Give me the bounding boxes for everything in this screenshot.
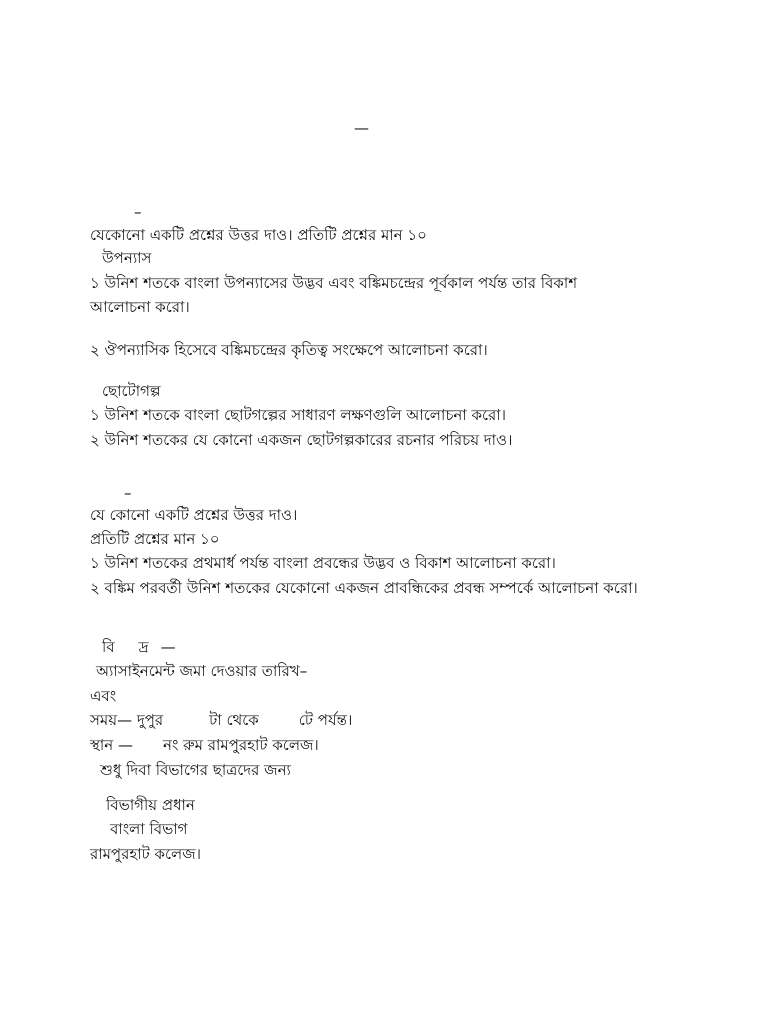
submission-place (90, 735, 319, 755)
group-title-short-story: ছোটোগল্প (102, 382, 161, 400)
signature-title: বিভাগীয় প্রধান (106, 796, 195, 814)
short-story-question-1: ১ উনিশ শতকে বাংলা ছোটগল্পের সাধারণ লক্ষণগুলি আলোচনা করো। (90, 406, 506, 424)
novel-question-1-line2: আলোচনা করো। (90, 298, 190, 316)
notice-heading (102, 637, 176, 657)
signature-college: রামপুরহাট কলেজ। (90, 845, 202, 863)
essay-question-1: ১ উনিশ শতকের প্রথমার্ধ পর্যন্ত বাংলা প্রবন্ধের উদ্ভব ও বিকাশ আলোচনা করো। (90, 554, 556, 572)
place-part-b: নং রুম রামপুরহাট কলেজ। (163, 736, 319, 754)
short-story-question-2: ২ উনিশ শতকের যে কোনো একজন ছোটগল্পকারের রচনার পরিচয় দাও। (90, 431, 513, 449)
time-part-a: সময়— দুপুর (90, 711, 164, 729)
time-part-c: টে পর্যন্ত। (298, 711, 353, 729)
essay-question-2: ২ বঙ্কিম পরবর্তী উনিশ শতকের যেকোনো একজন প্রাবন্ধিকের প্রবন্ধ সম্পর্কে আলোচনা করো। (90, 579, 638, 597)
submission-time (90, 710, 352, 730)
time-part-b: টা থেকে (209, 711, 259, 729)
section1-dash: – (134, 203, 142, 221)
group-title-novel: উপন্যাস (102, 249, 152, 267)
notice-heading-dash: — (160, 638, 176, 656)
novel-question-2: ২ ঔপন্যাসিক হিসেবে বঙ্কিমচন্দ্রের কৃতিত্ব সংক্ষেপে আলোচনা করো। (90, 341, 488, 359)
submission-date: অ্যাসাইনমেন্ট জমা দেওয়ার তারিখ– (96, 662, 308, 680)
header-dash: — (354, 119, 369, 137)
notice-and: এবং (90, 687, 117, 705)
place-part-a: স্থান — (90, 736, 133, 754)
section1-instruction: যেকোনো একটি প্রশ্নের উত্তর দাও। প্রতিটি প্রশ্নের মান ১০ (90, 226, 427, 244)
section2-dash: – (124, 484, 132, 502)
notice-heading-part-b: দ্র (138, 638, 149, 656)
notice-heading-part-a: বি (102, 638, 115, 656)
section2-instruction-2: প্রতিটি প্রশ্নের মান ১০ (90, 530, 220, 548)
section2-instruction-1: যে কোনো একটি প্রশ্নের উত্তর দাও। (90, 506, 298, 524)
novel-question-1-line1: ১ উনিশ শতকে বাংলা উপন্যাসের উদ্ভব এবং বঙ্কিমচন্দ্রের পূর্বকাল পর্যন্ত তার বিকাশ (90, 274, 578, 292)
signature-department: বাংলা বিভাগ (110, 820, 188, 838)
day-section-only: শুধু দিবা বিভাগের ছাত্রদের জন্য (100, 761, 291, 779)
